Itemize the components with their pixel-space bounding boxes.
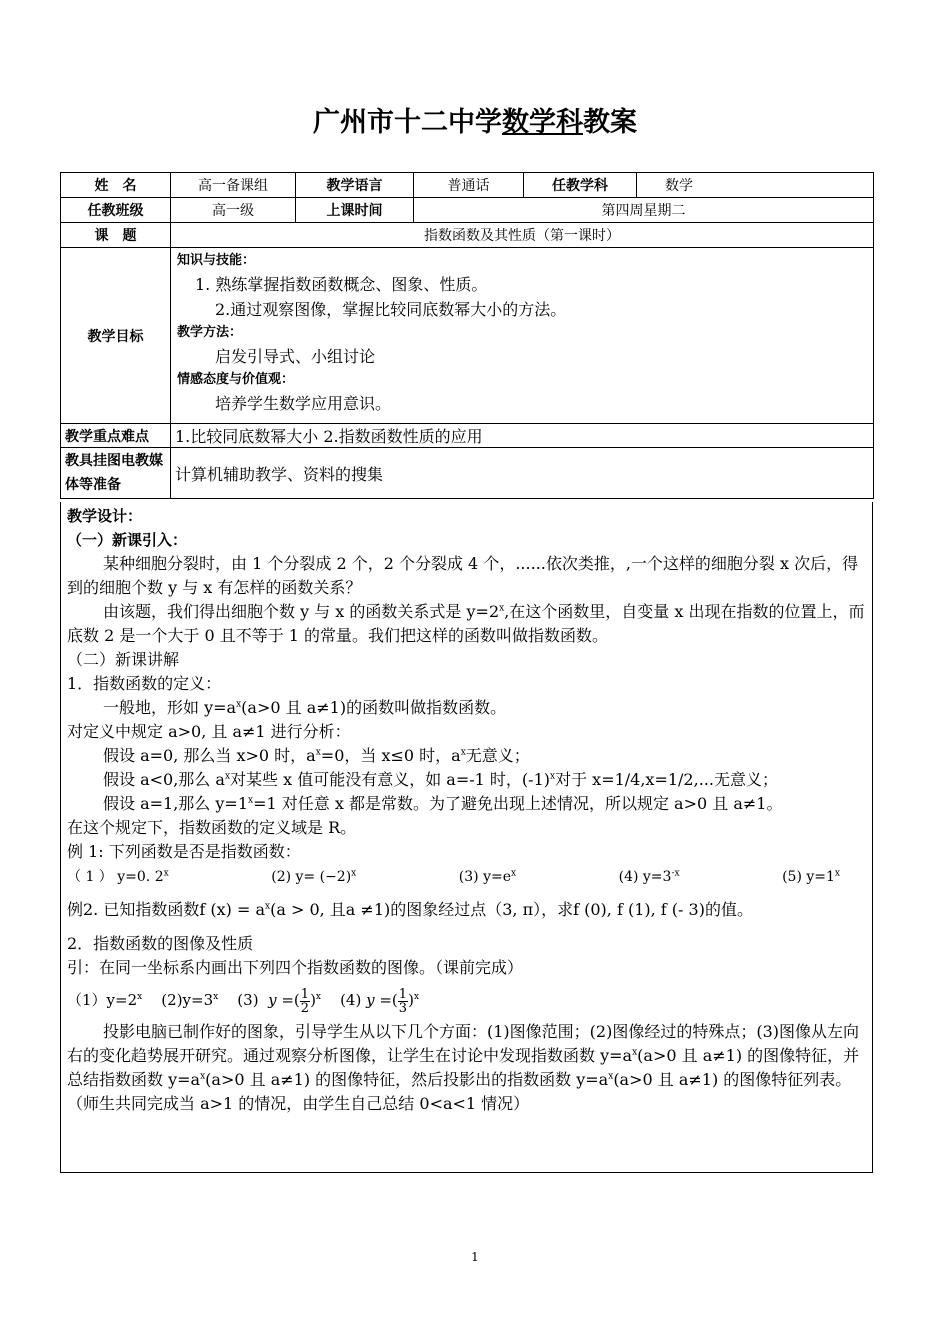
paragraph: 某种细胞分裂时，由 1 个分裂成 2 个，2 个分裂成 4 个，......依次类推，,一个这样的细胞分裂 x 次后，得到的细胞个数 y 与 x 有怎样的函数关系？ (67, 554, 859, 597)
section-lecture-heading: （二）新课讲解 (67, 650, 180, 669)
name-value: 高一备课组 (171, 173, 296, 198)
media-label: 教具挂图电教媒体等准备 (61, 448, 171, 499)
fraction-one-third: $\frac{1}{3}$ (398, 986, 408, 1016)
lang-label: 教学语言 (296, 173, 414, 198)
goals-line: 培养学生数学应用意识。 (215, 394, 392, 413)
design-heading: 教学设计： (67, 507, 143, 525)
example-item: (4) $y=3^{-x}$ (618, 868, 680, 885)
name-label: 姓 名 (61, 173, 171, 198)
class-label: 任教班级 (61, 198, 171, 223)
topic-value: 指数函数及其性质（第一课时） (171, 223, 874, 248)
goals-heading-method: 教学方法： (177, 325, 243, 340)
subject-value: 数学 (637, 173, 874, 198)
lang-value: 普通话 (414, 173, 524, 198)
goals-line: 2.通过观察图像，掌握比较同底数幂大小的方法。 (215, 300, 567, 319)
subject-label: 任教学科 (524, 173, 637, 198)
key-label: 教学重点难点 (61, 424, 171, 448)
goals-line: 启发引导式、小组讨论 (215, 347, 376, 366)
paragraph: 由该题，我们得出细胞个数 y 与 x 的函数关系式是 $y=2^x$,在这个函数里，自变量 x 出现在指数的位置上，而底数 2 是一个大于 0 且不等于 1 的常量。我们把这样的函数叫做指数函数。 (67, 602, 865, 645)
teaching-design (60, 502, 873, 1173)
key-value: 1.比较同底数幂大小 2.指数函数性质的应用 (171, 424, 874, 448)
paragraph: 假设 a=0, 那么当 x>0 时，$a^x=0$，当 x≤0 时，$a^x$无意义； (103, 746, 530, 765)
page-title: 广州市十二中学数学科教案 (313, 107, 637, 138)
example-item: (3) $y=e^x$ (458, 868, 517, 885)
definition-heading: 1．指数函数的定义： (67, 674, 222, 693)
function-list: $(1)y=2^x$ $(2)y=3^x$ (3) y =( $\frac{1}{2}$ )$^x$ (4) y =( $\frac{1}{3}$ )$^x$ (67, 986, 420, 1016)
info-table (60, 172, 874, 499)
paragraph: 一般地，形如 $y=a^x(a>0$ 且 a≠1)的函数叫做指数函数。 (103, 698, 507, 717)
paragraph: 引：在同一坐标系内画出下列四个指数函数的图像。（课前完成） (67, 958, 524, 977)
goals-heading-knowledge: 知识与技能： (177, 253, 256, 268)
class-value: 高一级 (171, 198, 296, 223)
topic-label: 课 题 (61, 223, 171, 248)
graph-heading: 2．指数函数的图像及性质 (67, 934, 254, 953)
paragraph: 假设 a=1,那么 $y=1^x=1$ 对任意 x 都是常数。为了避免出现上述情况，所以规定 a>0 且 a≠1。 (103, 794, 783, 813)
paragraph: 在这个规定下，指数函数的定义域是 R。 (67, 818, 357, 837)
media-value: 计算机辅助教学、资料的搜集 (171, 448, 874, 499)
paragraph: 投影电脑已制作好的图象，引导学生从以下几个方面：(1)图像范围；(2)图像经过的特殊点；(3)图像从左向右的变化趋势展开研究。通过观察分析图像，让学生在讨论中发现指数函数 $y=a^x(a>0$ 且 a≠1) 的图像特征，并总结指数函数 $y=a^x(a>0$ 且 a≠1) 的图像特征，然后投影出的指数函数 $y=a^x(a>0$ 且 a≠1) 的图像特征列表。 (67, 1022, 860, 1089)
paragraph: 对定义中规定 a>0, 且 a≠1 进行分析： (67, 722, 351, 741)
goals-content (171, 248, 874, 424)
example-item: （ 1 ） y=0. 2$^x$ (67, 868, 169, 885)
goals-label: 教学目标 (61, 248, 171, 424)
time-label: 上课时间 (296, 198, 414, 223)
section-intro-heading: （一）新课引入： (67, 531, 188, 549)
example-2: 例2. 已知指数函数f $(x) = a^x(a > 0$, 且a ≠1)的图象经过点（3, π），求f (0), f (1), f (- 3)的值。 (67, 900, 753, 919)
paragraph: （师生共同完成当 a>1 的情况，由学生自己总结 0<a<1 情况） (67, 1094, 530, 1113)
example-1-items (67, 864, 866, 890)
page-number: 1 (471, 1250, 479, 1264)
example-1-heading: 例 1: 下列函数是否是指数函数： (67, 842, 301, 861)
goals-heading-attitude: 情感态度与价值观： (177, 372, 295, 387)
example-item: (5) $y=1^x$ (782, 868, 840, 885)
example-item: (2) $y= (-2)^x$ (271, 868, 357, 885)
paragraph: 假设 a<0,那么 $a^x$对某些 x 值可能没有意义，如 a=-1 时，$(-1)^x$对于 x=1/4,x=1/2,...无意义； (103, 770, 778, 789)
fraction-one-half: $\frac{1}{2}$ (300, 986, 310, 1016)
time-value: 第四周星期二 (414, 198, 874, 223)
goals-line: 1. 熟练掌握指数函数概念、图象、性质。 (195, 275, 488, 294)
